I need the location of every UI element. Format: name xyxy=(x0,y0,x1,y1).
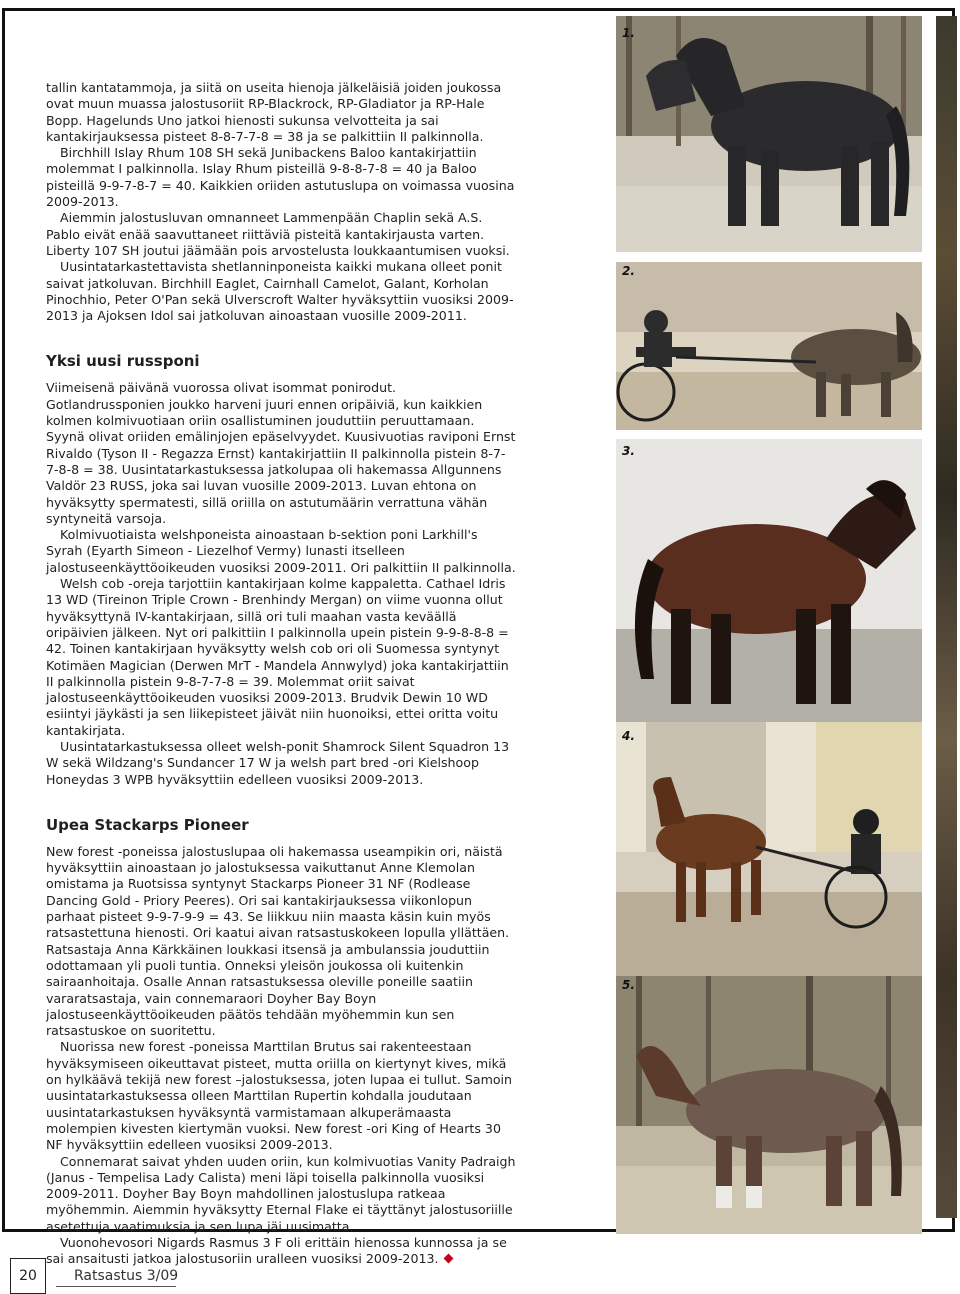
trotting-pony-photo xyxy=(616,722,922,977)
section-heading: Yksi uusi russponi xyxy=(46,352,200,371)
photo-number: 5. xyxy=(622,978,635,992)
photo-1 xyxy=(616,16,922,252)
section-heading: Upea Stackarps Pioneer xyxy=(46,815,249,834)
paragraph: Birchhill Islay Rhum 108 SH sekä Junibackens Baloo kantakirjattiin molemmat I palkinnolla. Islay Rhum pisteillä 9-8-8-7-8 = 40 ja Baloo pisteillä 9-9-7-8-7 = 40. Kaikkien oriiden astutuslupa on voimassa vuosina 2009-2013. xyxy=(46,145,515,210)
photo-number: 4. xyxy=(622,729,635,743)
paragraph-text: Vuonohevosori Nigards Rasmus 3 F oli erittäin hienossa kunnossa ja se sai ansaitusti jatkoa jalostusoriin uralleen vuosiksi 2009-2013. xyxy=(46,1235,507,1267)
footer-rule xyxy=(56,1286,176,1287)
paragraph: Connemarat saivat yhden uuden oriin, kun kolmivuotias Vanity Padraigh (Janus - Tempelisa Lady Calista) meni läpi toisella palkinnolla vuosiksi 2009-2011. Doyher Bay Boyn mahdollinen jalostuslupa ratkeaa myöhemmin. Aiemmin hyväksytty Eternal Flake ei täyttänyt jalostusoriille asetettuja vaatimuksia ja sen lupa jäi uusimatta. xyxy=(46,1153,516,1234)
magazine-name: Ratsastus 3/09 xyxy=(74,1268,179,1284)
new-forest-pony-photo xyxy=(616,976,922,1234)
photo-number: 1. xyxy=(622,26,635,40)
article-body xyxy=(46,80,516,1268)
edge-photo-strip xyxy=(936,16,957,1218)
photo-number: 3. xyxy=(622,444,635,458)
photo-2 xyxy=(616,262,922,430)
paragraph: Viimeisenä päivänä vuorossa olivat isommat ponirodut. Gotlandrussponien joukko harveni juuri ennen oripäiviä, kun kaikkien kolmen kolmivuotiaan oriin osallistuminen jouduttiin peruuttamaan. Syynä olivat oriiden emälinjojen epäselvyydet. Kuusivuotias raviponi Ernst Rivaldo (Tyson II - Regazza Ernst) kantakirjattiin II palkinnolla pistein 8-7-7-8-8 = 38. Uusintatarkastuksessa jatkolupaa oli hakemassa Allgunnens Valdör 23 RUSS, joka sai luvan vuosille 2009-2013. Luvan ehtona on hyväksytty spermatesti, sillä oriilla on astutumäärin verrattuna vähän syntyneitä varsoja. xyxy=(46,380,516,526)
paragraph: Nuorissa new forest -poneissa Marttilan Brutus sai rakenteestaan hyväksymiseen oikeuttavat pisteet, mutta oriilla on kiertynyt kives, mikä on hylkäävä tekijä new forest –jalostuksessa, joten lupaa ei tullut. Samoin uusintatarkastuksessa olleen Marttilan Rupertin kohdalla joudutaan uusintatarkastuksen hyväksyntä varmistamaan alkuperämaasta molempien kivesten kiertymän vuoksi. New forest -ori King of Hearts 30 NF hyväksyttiin edelleen vuosiksi 2009-2013. xyxy=(46,1039,513,1153)
black-shetland-pony-photo xyxy=(616,16,922,252)
paragraph: Welsh cob -oreja tarjottiin kantakirjaan kolme kappaletta. Cathael Idris 13 WD (Tireinon Triple Crown - Brenhindy Mergan) on viime vuonna ollut hyväksyttynä IV-kantakirjaan, sillä ori tuli maahan vasta keväällä oripäivien jälkeen. Nyt ori palkittiin I palkinnolla upein pistein 9-9-8-8-8 = 42. Toinen kantakirjaan hyväksytty welsh cob ori oli Suomessa syntynyt Kotimäen Magician (Derwen MrT - Mandela Annwylyd) joka kantakirjattiin II palkinnolla pistein 9-8-7-7-8 = 39. Molemmat oriit saivat jalostuseenkäyttöoikeuden vuosiksi 2009-2013. Brudvik Dewin 10 WD esiintyi jäykästi ja sen liikepisteet jäivät niin huonoiksi, ettei oritta voitu kantakirjata. xyxy=(46,576,509,738)
paragraph: New forest -poneissa jalostuslupaa oli hakemassa useampikin ori, näistä hyväksyttiin ainoastaan jo jalostuksessa vaikuttanut Anne Klemolan omistama ja Ruotsissa syntynyt Stackarps Pioneer 31 NF (Rodlease Dancing Gold - Priory Peeres). Ori sai kantakirjauksessa viikonlopun parhaat pisteet 9-9-7-9-9 = 43. Se liikkuu niin maasta käsin kuin myös ratsastettuna hienosti. Ori kaatui aivan ratsastuskokeen lopulla yllättäen. Ratsastaja Anna Kärkkäinen loukkasi itsensä ja ambulanssia jouduttiin odottamaan yli puoli tuntia. Onneksi yleisön joukossa oli kuitenkin sairaanhoitaja. Osalle Annan ratsastuksessa oleville poneille saatiin vararatsastaja, vain connemaraori Doyher Bay Boyn jalostuseenkäyttöoikeuden päätös tehdään myöhemmin kun sen ratsastuskoe on suoritettu. xyxy=(46,843,510,1039)
bay-welsh-cob-photo xyxy=(616,439,922,730)
page-number: 20 xyxy=(10,1258,46,1294)
end-mark-icon xyxy=(443,1254,453,1264)
paragraph: Kolmivuotiaista welshponeista ainoastaan b-sektion poni Larkhill's Syrah (Eyarth Simeon - Liezelhof Vermy) lunasti itselleen jalostuseenkäyttöoikeuden vuosiksi 2009-2011. Ori palkittiin II palkinnolla. xyxy=(46,527,516,575)
paragraph: Aiemmin jalostusluvan omnanneet Lammenpään Chaplin sekä A.S. Pablo eivät enää saavuttaneet riittäviä pisteitä kantakirjausta varten. Liberty 107 SH joutui jäämään pois arvostelusta loukkaantumisen vuoksi. xyxy=(46,210,510,258)
paragraph xyxy=(46,1235,516,1268)
driving-pony-photo xyxy=(616,262,922,430)
paragraph: Uusintatarkastettavista shetlanninponeista kaikki mukana olleet ponit saivat jatkoluvan. Birchhill Eaglet, Cairnhall Camelot, Galant, Korholan Pinochhio, Peter O'Pan sekä Ulverscroft Walter hyväksyttiin vuosiksi 2009-2013 ja Ajoksen Idol sai jatkoluvan ainoastaan vuosille 2009-2011. xyxy=(46,259,514,324)
paragraph: tallin kantatammoja, ja siitä on useita hienoja jälkeläisiä joiden joukossa ovat muun muassa jalostusoriit RP-Blackrock, RP-Gladiator ja RP-Hale Bopp. Hagelunds Uno jatkoi hienosti sukunsa velvotteita ja sai kantakirjauksessa pisteet 8-8-7-7-8 = 38 ja se palkittiin II palkinnolla. xyxy=(46,80,502,144)
photo-3 xyxy=(616,439,922,730)
photo-4 xyxy=(616,722,922,977)
paragraph: Uusintatarkastuksessa olleet welsh-ponit Shamrock Silent Squadron 13 W sekä Wildzang's Sundancer 17 W ja welsh part bred -ori Kielshoop Honeydas 3 WPB hyväksyttiin edelleen vuosiksi 2009-2013. xyxy=(46,738,510,787)
photo-number: 2. xyxy=(622,264,635,278)
photo-5 xyxy=(616,976,922,1234)
